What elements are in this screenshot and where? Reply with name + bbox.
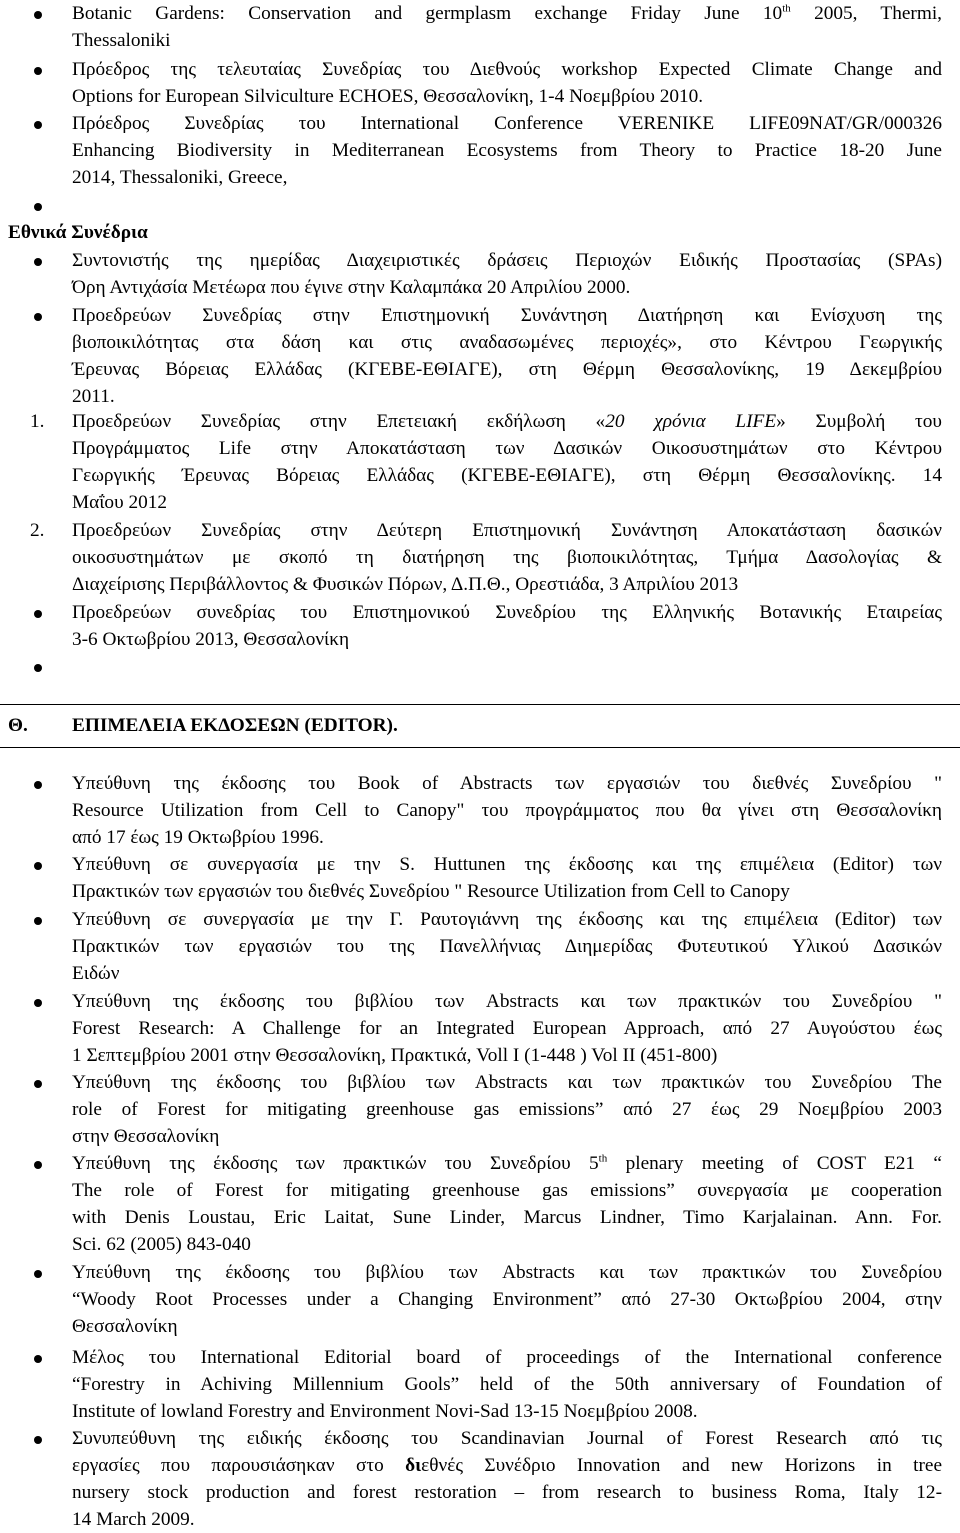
bullet-icon	[34, 258, 42, 266]
text-line: εργασίες που παρουσιάσηκαν στο διεθνές Συνέδριο Innovation and new Horizons in tree	[72, 1455, 943, 1476]
text-line: Botanic Gardens: Conservation and germplasm exchange Friday June 10th 2005, Thermi,	[72, 2, 943, 24]
text-line: από 17 έως 19 Οκτωβρίου 1996.	[72, 827, 324, 848]
section-title	[8, 712, 948, 739]
text-line: Υπεύθυνη της έκδοσης του βιβλίου των Abstracts και των πρακτικών του Συνεδρίου	[72, 1262, 942, 1283]
text-line: Μαΐου 2012	[72, 492, 168, 513]
bullet-icon	[34, 67, 42, 75]
text-line: Sci. 62 (2005) 843-040	[72, 1234, 251, 1255]
text-line: Υπεύθυνη της έκδοσης του βιβλίου των Abstracts και των πρακτικών του Συνεδρίου The	[72, 1072, 942, 1093]
text-line: role of Forest for mitigating greenhouse gas emissions” από 27 έως 29 Νοεμβρίου 2003	[72, 1099, 942, 1120]
bullet-icon	[34, 121, 42, 129]
text-line: Πρακτικών των εργασιών του διεθνές Συνεδρίου " Resource Utilization from Cell to Canopy	[72, 881, 790, 902]
text-line: Πρακτικών των εργασιών του της Πανελλήνιας Διημερίδας Φυτευτικού Υλικού Δασικών	[72, 936, 942, 957]
bullet-icon	[34, 313, 42, 321]
text-line: Προεδρεύων Συνεδρίας στην Επιστημονική Συνάντηση Διατήρηση και Ενίσχυση της	[72, 305, 942, 326]
bullet-icon	[34, 1161, 42, 1169]
text-line: Forest Research: A Challenge for an Integrated European Approach, από 27 Αυγούστου έως	[72, 1018, 942, 1039]
text-line: Γεωργικής Έρευνας Βόρειας Ελλάδας (ΚΓΕΒΕ-ΕΘΙΑΓΕ), στη Θέρμη Θεσσαλονίκης. 14	[72, 465, 942, 486]
text-line: Συντονιστής της ημερίδας Διαχειριστικές δράσεις Περιοχών Ειδικής Προστασίας (SPAs)	[72, 250, 942, 271]
text-line: στην Θεσσαλονίκη	[72, 1126, 220, 1147]
text-line: 14 March 2009.	[72, 1509, 195, 1530]
text-line: Resource Utilization from Cell to Canopy" του προγράμματος που θα γίνει στη Θεσσαλονίκη	[72, 800, 942, 821]
text-line: Υπεύθυνη σε συνεργασία με την S. Huttunen της έκδοσης και της επιμέλεια (Editor) των	[72, 854, 942, 875]
section-letter: Θ.	[8, 715, 28, 736]
text-line: Συνυπεύθυνη της ειδικής έκδοσης του Scandinavian Journal of Forest Research από τις	[72, 1428, 942, 1449]
bullet-icon	[34, 862, 42, 870]
bullet-icon	[34, 999, 42, 1007]
text-line: Υπεύθυνη της έκδοσης του βιβλίου των Abstracts και των πρακτικών του Συνεδρίου "	[72, 991, 942, 1012]
list-number: 1.	[30, 411, 45, 432]
text-line: Υπεύθυνη σε συνεργασία με την Γ. Ραυτογιάννη της έκδοσης και της επιμέλεια (Editor) των	[72, 909, 942, 930]
text-line: οικοσυστημάτων με σκοπό τη διατήρηση της βιοποικιλότητας, Τμήμα Δασολογίας &	[72, 547, 942, 568]
section-rule-bottom	[0, 747, 960, 748]
text-line: Υπεύθυνη της έκδοσης των πρακτικών του Συνεδρίου 5th plenary meeting of COST E21 “	[72, 1152, 942, 1174]
bullet-icon	[34, 11, 42, 19]
text-line: Πρόεδρος Συνεδρίας του International Conference VERENIKE LIFE09NAT/GR/000326	[72, 113, 942, 134]
bullet-icon	[34, 203, 42, 211]
bullet-icon	[34, 1355, 42, 1363]
text-line: Institute of lowland Forestry and Environment Novi-Sad 13-15 Νοεμβρίου 2008.	[72, 1401, 698, 1422]
text-line: 2014, Thessaloniki, Greece,	[72, 167, 288, 188]
text-line: with Denis Loustau, Eric Laitat, Sune Linder, Marcus Lindner, Timo Karjalainan. Ann. For.	[72, 1207, 942, 1228]
text-line: βιοποικιλότητας στα δάση και στις αναδασωμένες περιοχές», στο Κέντρου Γεωργικής	[72, 332, 942, 353]
text-line: “Forestry in Achiving Millennium Gools” held of the 50th anniversary of Foundation of	[72, 1374, 942, 1395]
text-line: Έρευνας Βόρειας Ελλάδας (ΚΓΕΒΕ-ΕΘΙΑΓΕ), στη Θέρμη Θεσσαλονίκης, 19 Δεκεμβρίου	[72, 359, 942, 380]
text-line: Μέλος του International Editorial board of proceedings of the International conference	[72, 1347, 942, 1368]
text-line: 1 Σεπτεμβρίου 2001 στην Θεσσαλονίκη, Πρακτικά, Voll I (1-448 ) Vol II (451-800)	[72, 1045, 718, 1066]
text-line: “Woody Root Processes under a Changing Environment” από 27-30 Οκτωβρίου 2004, στην	[72, 1289, 942, 1310]
text-line: 2011.	[72, 386, 115, 407]
text-line: The role of Forest for mitigating greenhouse gas emissions” συνεργασία με cooperation	[72, 1180, 942, 1201]
text-line: Προεδρεύων συνεδρίας του Επιστημονικού Συνεδρίου της Ελληνικής Βοτανικής Εταιρείας	[72, 602, 942, 623]
bullet-icon	[34, 781, 42, 789]
text-line: Options for European Silviculture ECHOES, Θεσσαλονίκη, 1-4 Νοεμβρίου 2010.	[72, 86, 704, 107]
bullet-icon	[34, 1270, 42, 1278]
bullet-icon	[34, 664, 42, 672]
text-line: Πρόεδρος της τελευταίας Συνεδρίας του Διεθνούς workshop Expected Climate Change and	[72, 59, 942, 80]
text-line: Προεδρεύων Συνεδρίας στην Επετειακή εκδήλωση «20 χρόνια LIFE» Συμβολή του	[72, 411, 942, 432]
text-line: 3-6 Οκτωβρίου 2013, Θεσσαλονίκη	[72, 629, 350, 650]
bullet-icon	[34, 610, 42, 618]
bullet-icon	[34, 1436, 42, 1444]
text-line: Όρη Αντιχάσία Μετέωρα που έγινε στην Καλαμπάκα 20 Απριλίου 2000.	[72, 277, 631, 298]
section-heading: Εθνικά Συνέδρια	[8, 222, 148, 243]
section-title-text: ΕΠΙΜΕΛΕΙΑ ΕΚΔΟΣΕΩΝ (EDITOR).	[72, 715, 398, 736]
text-line: Thessaloniki	[72, 30, 171, 51]
text-line: nursery stock production and forest restoration – from research to business Roma, Italy 12-	[72, 1482, 942, 1503]
text-line: Enhancing Biodiversity in Mediterranean Ecosystems from Theory to Practice 18-20 June	[72, 140, 942, 161]
text-line: Προγράμματος Life στην Αποκατάσταση των Δασικών Οικοσυστημάτων στο Κέντρου	[72, 438, 942, 459]
bullet-icon	[34, 1080, 42, 1088]
text-line: Θεσσαλονίκη	[72, 1316, 178, 1337]
text-line: Ειδών	[72, 963, 120, 984]
text-line: Προεδρεύων Συνεδρίας στην Δεύτερη Επιστημονική Συνάντηση Αποκατάσταση δασικών	[72, 520, 942, 541]
section-rule-top	[0, 704, 960, 705]
text-line: Διαχείρισης Περιβάλλοντος & Φυσικών Πόρων, Δ.Π.Θ., Ορεστιάδα, 3 Απριλίου 2013	[72, 574, 739, 595]
text-line: Υπεύθυνη της έκδοσης του Book of Abstracts των εργασιών του διεθνές Συνεδρίου "	[72, 773, 942, 794]
bullet-icon	[34, 917, 42, 925]
list-number: 2.	[30, 520, 45, 541]
